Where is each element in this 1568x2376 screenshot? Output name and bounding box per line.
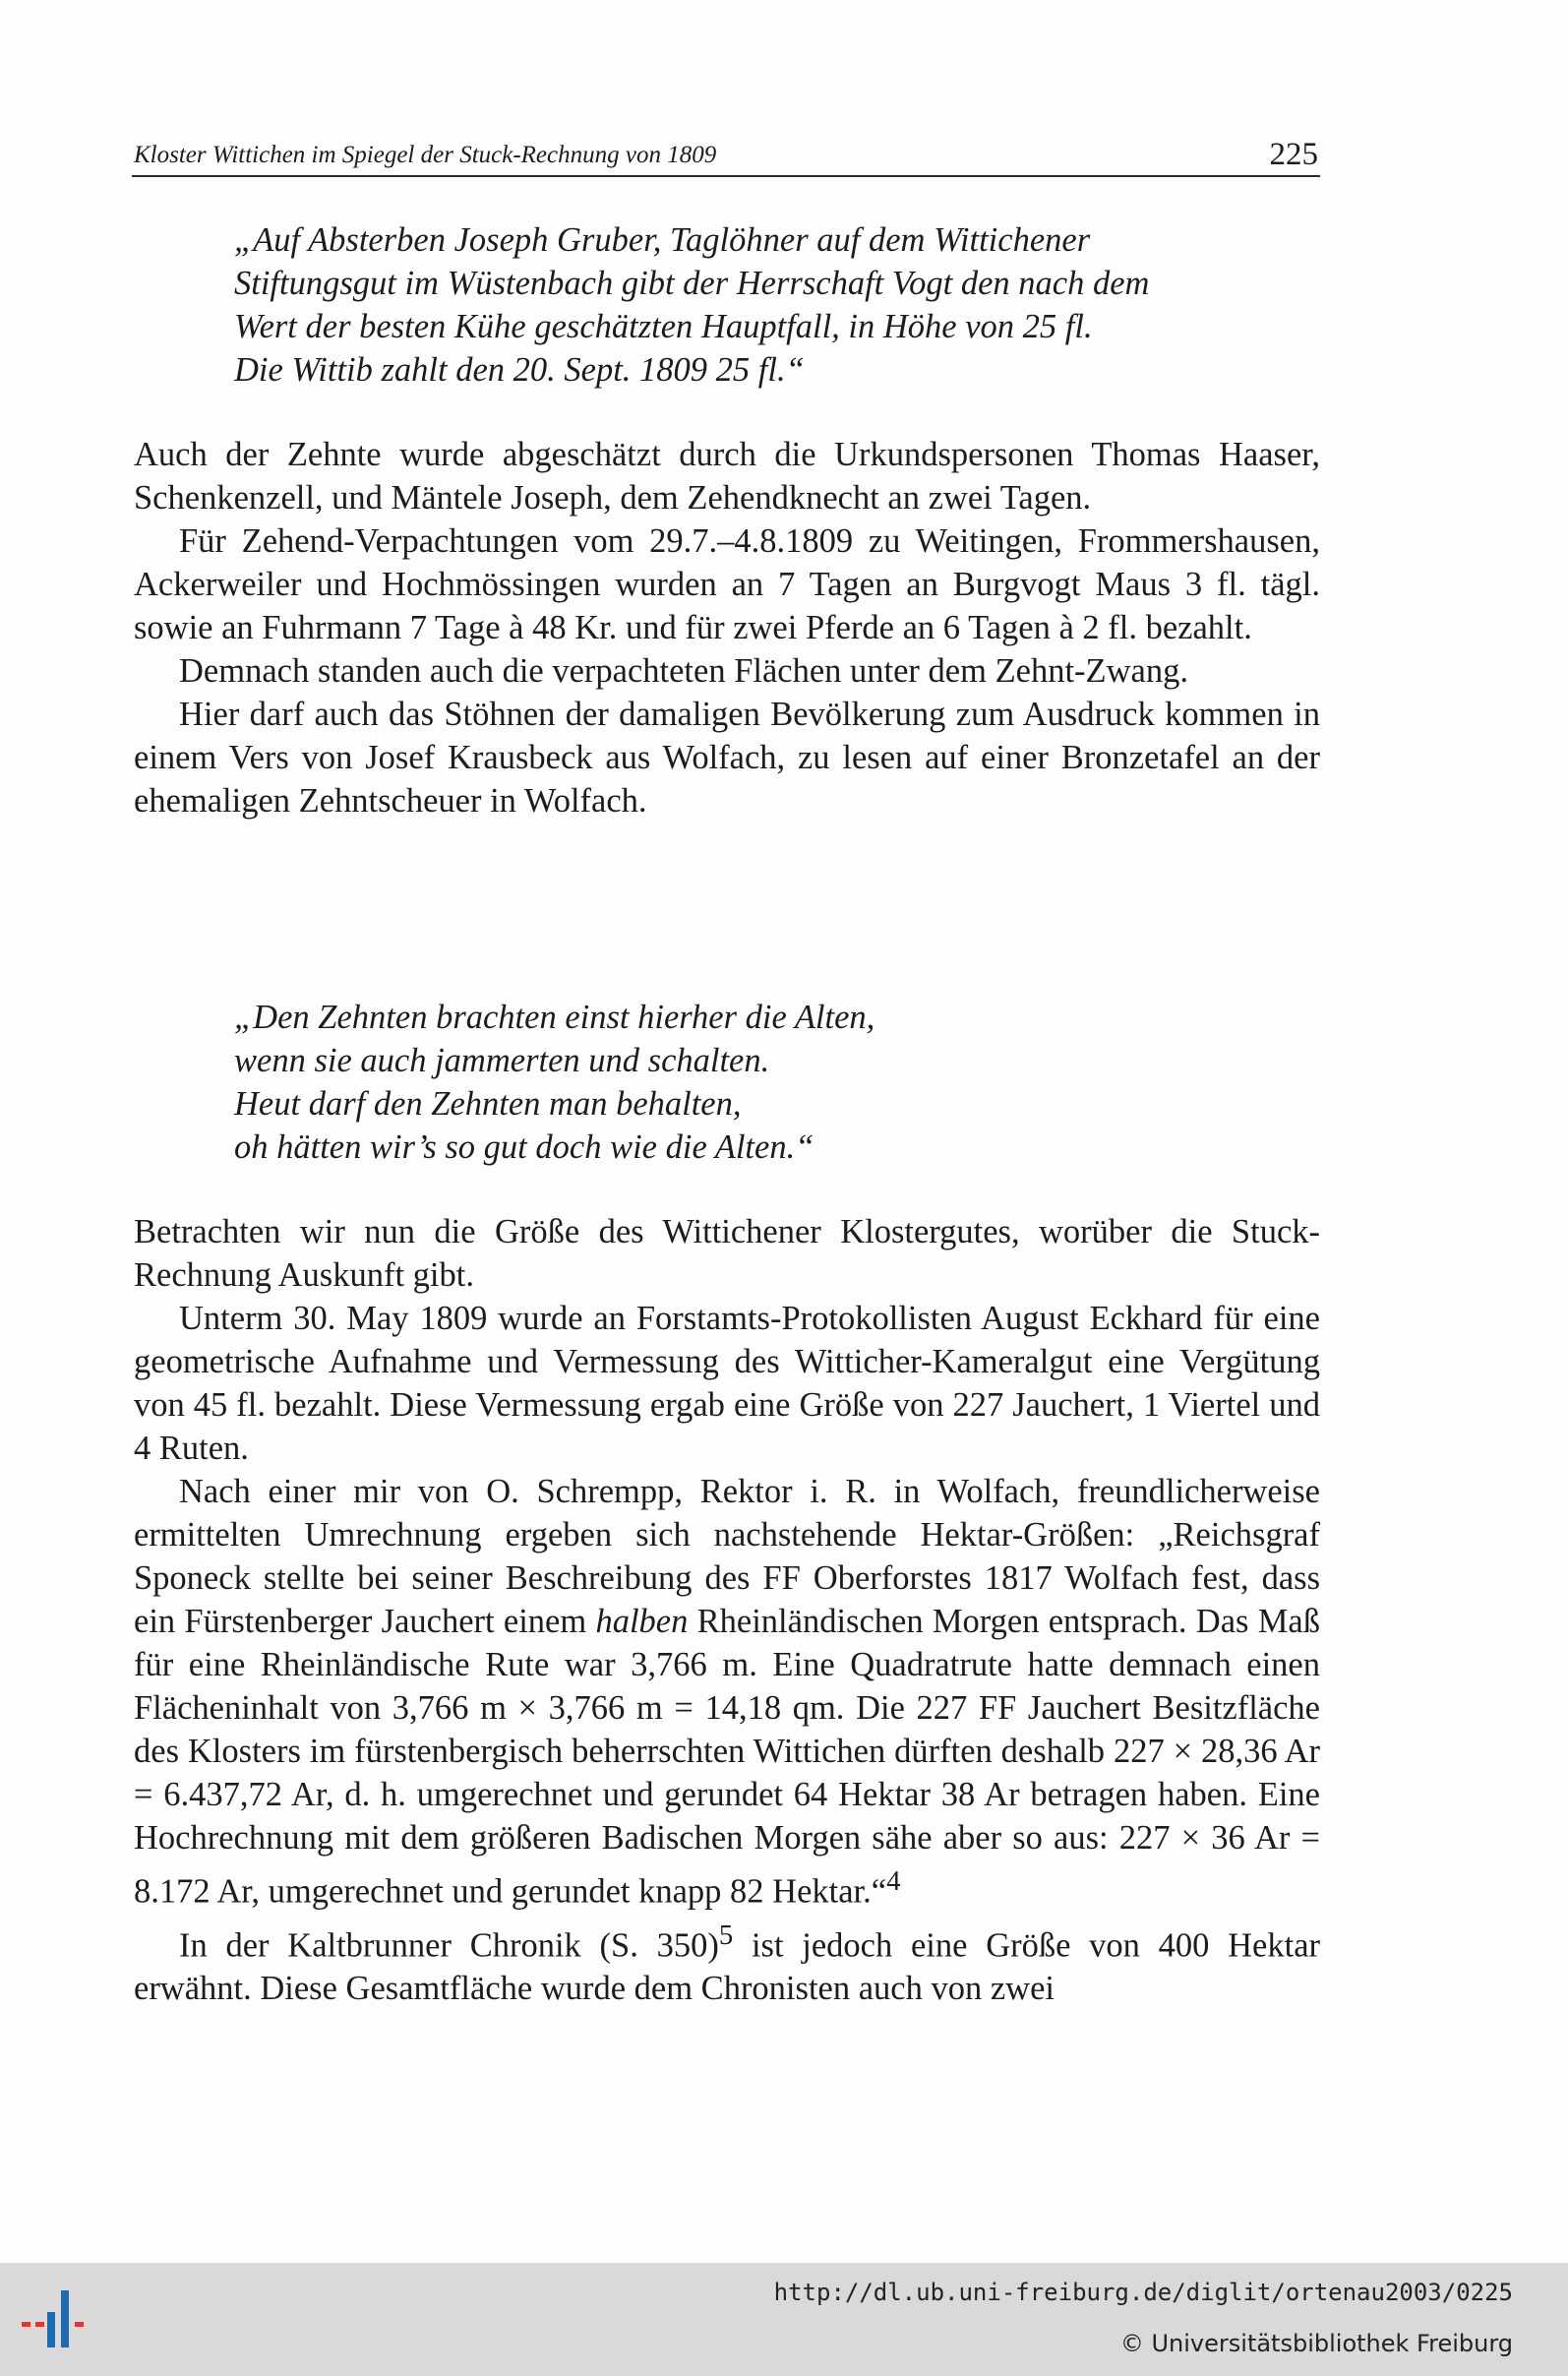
logo-blue-stem-left: [47, 2312, 55, 2347]
body-text-zehnt: [134, 433, 1320, 822]
text-run: ist jedoch eine Größe von 400 Hektar erwähnt. Diese Gesamtfläche wurde dem Chronisten auch von zwei: [134, 1926, 1320, 2007]
logo-red-bar-mid: [35, 2322, 44, 2327]
verse-line: „Den Zehnten brachten einst hierher die Alten,: [234, 999, 875, 1036]
quote-line: Wert der besten Kühe geschätzten Hauptfall, in Höhe von 25 fl.: [234, 308, 1093, 345]
paragraph: Betrachten wir nun die Größe des Wittichener Klostergutes, worüber die Stuck-Rechnung Auskunft gibt.: [134, 1213, 1320, 1294]
paragraph: [134, 1914, 1320, 2011]
text-run: In der Kaltbrunner Chronik (S. 350): [179, 1926, 719, 1964]
footer-url[interactable]: http://dl.ub.uni-freiburg.de/diglit/ortenau2003/0225: [773, 2279, 1513, 2306]
footnote-ref: 4: [886, 1865, 901, 1897]
quote-line: Stiftungsgut im Wüstenbach gibt der Herrschaft Vogt den nach dem: [234, 265, 1150, 302]
footer-copyright: © Universitätsbibliothek Freiburg: [1119, 2330, 1513, 2357]
logo-red-bar-right: [75, 2322, 84, 2327]
footnote-ref: 5: [718, 1919, 734, 1951]
logo-red-bar-left: [22, 2322, 30, 2327]
text-run: Rheinländischen Morgen entsprach. Das Maß für eine Rheinländische Rute war 3,766 m. Eine Quadratrute hatte demnach einen Flächeninhalt von 3,766 m × 3,766 m = 14,18 qm. Die 227 FF Jauchert Besitzfläche des Klosters im fürstenbergisch beherrschten Wittichen dürften deshalb 227 × 28,36 Ar = 6.437,72 Ar, d. h. umgerechnet und gerundet 64 Hektar 38 Ar betragen haben. Eine Hochrechnung mit dem größeren Badischen Morgen sähe aber so aus: 227 × 36 Ar = 8.172 Ar, umgerechnet und gerundet knapp 82 Hektar.“: [134, 1603, 1320, 1911]
quote-line: Die Wittib zahlt den 20. Sept. 1809 25 fl.“: [234, 351, 805, 389]
body-text-klostergut: [134, 1210, 1320, 2010]
verse-quote-block: [234, 996, 1320, 1169]
paragraph: Für Zehend-Verpachtungen vom 29.7.–4.8.1809 zu Weitingen, Frommershausen, Ackerweiler und Hochmössingen wurden an 7 Tagen an Burgvogt Maus 3 fl. tägl. sowie an Fuhrmann 7 Tage à 48 Kr. und für zwei Pferde an 6 Tagen à 2 fl. bezahlt.: [134, 522, 1320, 646]
running-header: [132, 126, 1320, 177]
quote-block-hauptfall: [234, 218, 1320, 392]
paragraph: Unterm 30. May 1809 wurde an Forstamts-Protokollisten August Eckhard für eine geometrische Aufnahme und Vermessung des Witticher-Kameralgut eine Vergütung von 45 fl. bezahlt. Diese Vermessung ergab eine Größe von 227 Jauchert, 1 Viertel und 4 Ruten.: [134, 1300, 1320, 1467]
verse-line: Heut darf den Zehnten man behalten,: [234, 1085, 742, 1123]
text-run: Nach einer mir von O. Schrempp, Rektor i. R. in Wolfach, freundlicherweise ermittelten Umrechnung ergeben sich nachstehende Hektar-Größen: „Reichsgraf Sponeck stellte bei seiner Beschreibung des FF Oberforstes 1817 Wolfach fest, dass ein Fürstenberger Jauchert einem: [134, 1473, 1320, 1640]
paragraph: Hier darf auch das Stöhnen der damaligen Bevölkerung zum Ausdruck kommen in einem Vers von Josef Krausbeck aus Wolfach, zu lesen auf einer Bronzetafel an der ehemaligen Zehntscheuer in Wolfach.: [134, 696, 1320, 820]
logo-blue-stem-right: [61, 2290, 69, 2347]
verse-line: wenn sie auch jammerten und schalten.: [234, 1042, 770, 1079]
page-number: 225: [1269, 137, 1318, 172]
running-title: Kloster Wittichen im Spiegel der Stuck-Rechnung von 1809: [134, 142, 717, 168]
quote-line: „Auf Absterben Joseph Gruber, Taglöhner auf dem Wittichener: [234, 221, 1091, 259]
paragraph: Demnach standen auch die verpachteten Flächen unter dem Zehnt-Zwang.: [179, 652, 1188, 690]
verse-line: oh hätten wir’s so gut doch wie die Alten.“: [234, 1128, 814, 1166]
ub-freiburg-logo-icon: [18, 2283, 102, 2361]
emphasis-text: halben: [595, 1603, 689, 1640]
paragraph: Auch der Zehnte wurde abgeschätzt durch die Urkundspersonen Thomas Haaser, Schenkenzell, und Mäntele Joseph, dem Zehendknecht an zwei Tagen.: [134, 436, 1320, 517]
paragraph: [134, 1470, 1320, 1914]
